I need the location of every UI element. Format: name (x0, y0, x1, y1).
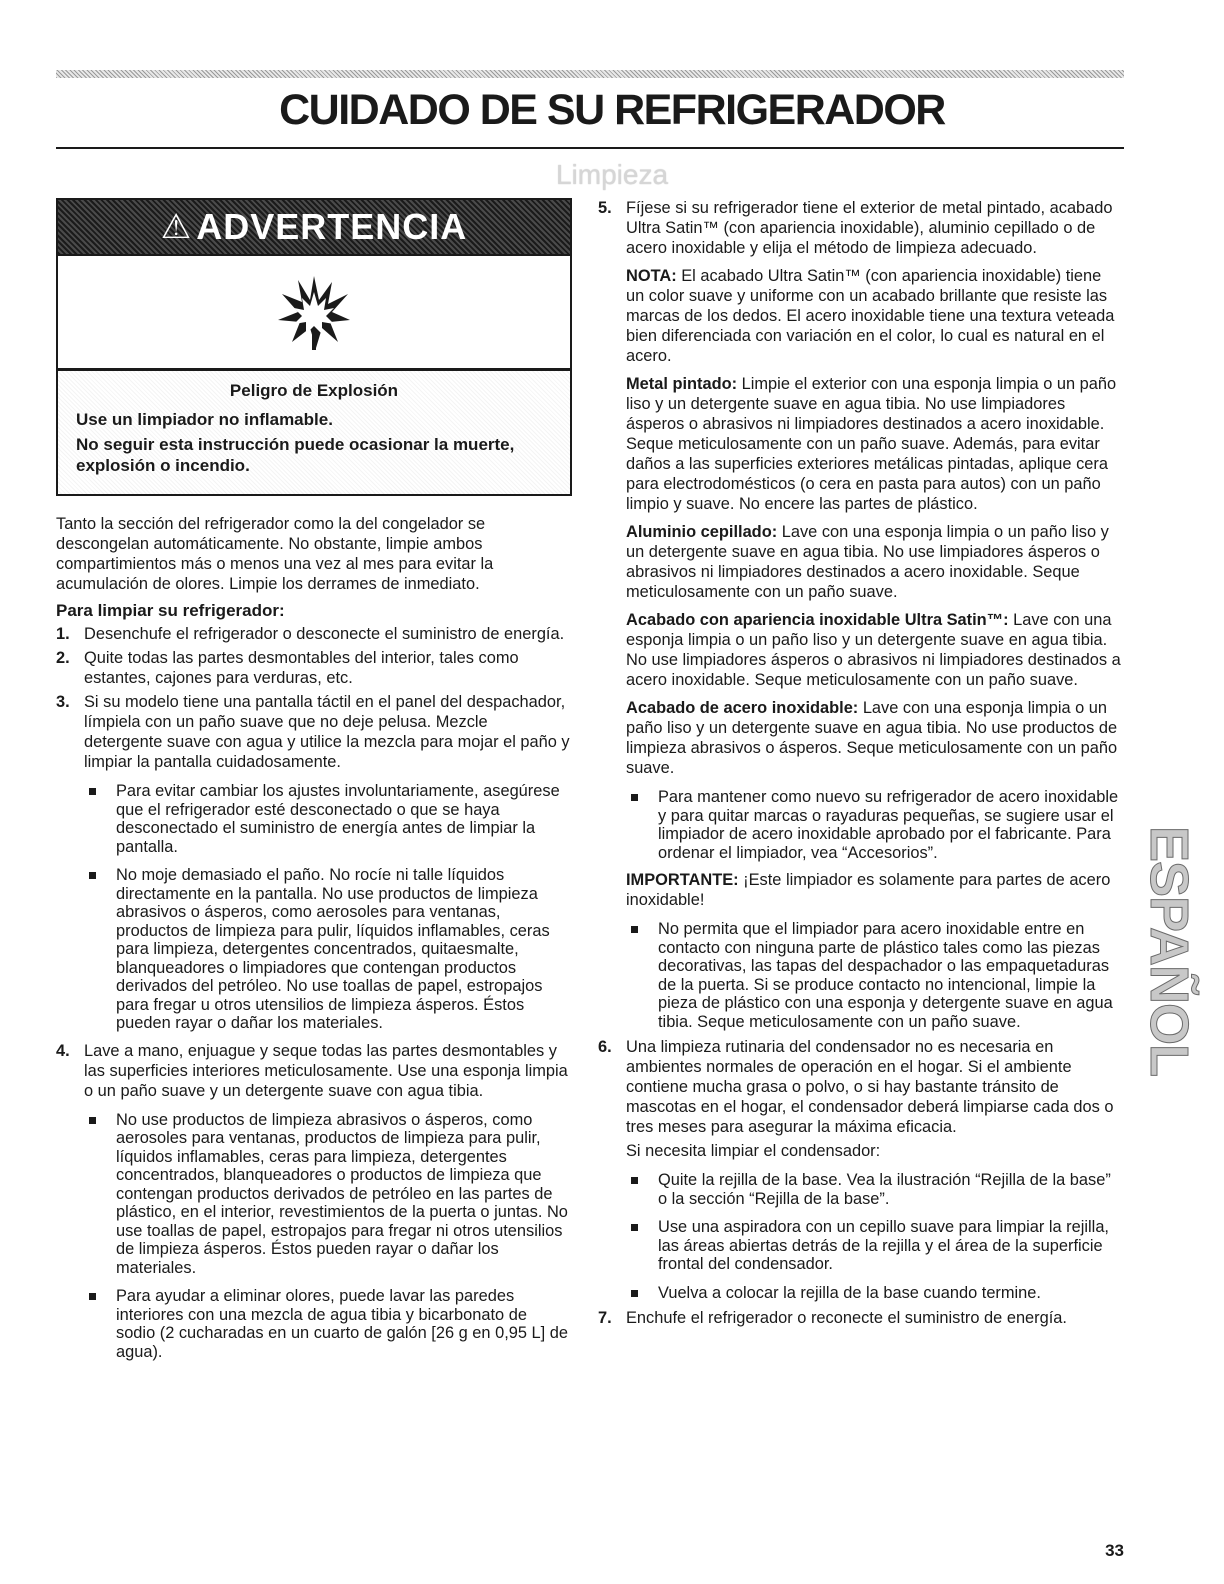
step-7 (598, 1308, 1124, 1328)
language-side-tab (1138, 826, 1200, 1077)
bullet-item (626, 1218, 1124, 1274)
warning-line-1: Use un limpiador no inflamable. (76, 410, 333, 429)
bullet-text: Vuelva a colocar la rejilla de la base cuando termine. (658, 1283, 1041, 1302)
bullet-square-icon (89, 1117, 96, 1124)
warning-banner-label: ADVERTENCIA (196, 206, 468, 247)
stainless-paragraph (626, 698, 1124, 778)
bullet-text: Para evitar cambiar los ajustes involuntariamente, asegúrese que el refrigerador esté desconectado o que se haya desconectado el suministro de energía antes de limpiar la pantalla. (116, 782, 560, 856)
warning-symbol-area (58, 254, 570, 371)
step-6-details (598, 1141, 1124, 1302)
language-side-tab-label: ESPAÑOL (1139, 826, 1199, 1077)
warning-text-area (58, 371, 570, 494)
painted-metal-label: Metal pintado: (626, 375, 738, 393)
warning-triangle-icon: ⚠ (160, 208, 193, 246)
brushed-aluminum-label: Aluminio cepillado: (626, 523, 778, 541)
right-column (598, 198, 1124, 1328)
bullet-text: Para ayudar a eliminar olores, puede lavar las paredes interiores con una mezcla de agua tibia y bicarbonato de sodio (2 cucharadas en un cuarto de galón [26 g en 0,95 L] de agua). (116, 1287, 568, 1361)
cleaning-subheading: Para limpiar su refrigerador: (56, 601, 285, 620)
bullet-text: Para mantener como nuevo su refrigerador de acero inoxidable y para quitar marcas o rayaduras pequeñas, se sugiere usar el limpiador de acero inoxidable aprobado por el fabricante. Para ordenar el limpiador, vea “Accesorios”. (658, 788, 1119, 862)
title-divider (56, 147, 1124, 149)
bullet-text: Use una aspiradora con un cepillo suave para limpiar la rejilla, las áreas abiertas detrás de la rejilla y el área de la superficie frontal del condensador. (658, 1218, 1109, 1273)
step-text: Lave a mano, enjuague y seque todas las partes desmontables y las superficies interiores meticulosamente. Use una esponja limpia o un paño suave y un detergente suave con agua tibia. (84, 1041, 568, 1100)
step-5 (598, 198, 1124, 258)
step-4-bullets (56, 1111, 570, 1362)
bullet-item (626, 1171, 1124, 1208)
bullet-item (84, 866, 570, 1033)
step-3-bullets (56, 782, 570, 1033)
step-text: Fíjese si su refrigerador tiene el exterior de metal pintado, acabado Ultra Satin™ (con apariencia inoxidable), aluminio cepillado o de acero inoxidable y elija el método de limpieza adecuado. (626, 199, 1113, 257)
ultra-satin-text: Lave con una esponja limpia o un paño liso y un detergente suave en agua tibia. No use limpiadores ásperos o abrasivos ni limpiadores destinados a acero inoxidable. Seque meticulosamente con un paño suave. (626, 611, 1121, 689)
step-text: Desenchufe el refrigerador o desconecte el suministro de energía. (84, 625, 565, 643)
section-title: Limpieza (555, 159, 669, 190)
step-text: Quite todas las partes desmontables del interior, tales como estantes, cajones para verduras, etc. (84, 649, 519, 687)
bullet-square-icon (89, 1293, 96, 1300)
bullet-item (626, 920, 1124, 1031)
brushed-aluminum-paragraph (626, 522, 1124, 602)
top-decorative-rule (56, 70, 1124, 78)
bullet-text: No permita que el limpiador para acero inoxidable entre en contacto con ninguna parte de plástico tales como las piezas decorativas, las tapas del despachador o las empaquetaduras de la puerta. Si se produce contacto no intencional, limpie la pieza de plástico con una esponja y detergente suave en agua tibia. Seque meticulosamente con un paño suave. (658, 920, 1113, 1031)
important-label: IMPORTANTE: (626, 871, 739, 889)
bullet-item (84, 1287, 570, 1361)
page-title: CUIDADO DE SU REFRIGERADOR (279, 86, 945, 134)
left-column (56, 198, 570, 1361)
step-number: 4. (56, 1041, 70, 1060)
bullet-square-icon (631, 794, 638, 801)
bullet-text: No use productos de limpieza abrasivos o ásperos, como aerosoles para ventanas, productos de limpieza para pulir, líquidos inflamables, ceras para limpieza, detergentes concentrados, blanqueadores o productos de limpieza que contengan productos derivados de petróleo en las partes de plástico, en el interior, revestimientos de la puerta o juntas. No use toallas de papel, estropajos para fregar ni otros utensilios de limpieza ásperos. Éstos pueden rayar o dañar los materiales. (116, 1110, 568, 1277)
step-number: 5. (598, 199, 612, 217)
warning-banner (58, 200, 570, 254)
stainless-text: Lave con una esponja limpia o un paño liso y un detergente suave en agua tibia. No use productos de limpieza abrasivos o ásperos. Seque meticulosamente con un paño suave. (626, 699, 1118, 777)
bullet-square-icon (631, 1290, 638, 1297)
note-text: El acabado Ultra Satin™ (con apariencia inoxidable) tiene un color suave y uniforme con un acabado brillante que resiste las marcas de los dedos. El acero inoxidable tiene una textura veteada bien diferenciada con variación en el color, lo cual es natural en el acero. (626, 267, 1115, 365)
condenser-subheading: Si necesita limpiar el condensador: (626, 1142, 881, 1160)
warning-box (56, 198, 572, 496)
step-3 (56, 692, 570, 772)
bullet-square-icon (89, 788, 96, 795)
ultra-satin-paragraph (626, 610, 1124, 690)
bullet-square-icon (89, 872, 96, 879)
step-1 (56, 624, 570, 644)
bullet-item (626, 788, 1124, 862)
step-number: 7. (598, 1309, 612, 1327)
bullet-item (626, 1284, 1124, 1303)
step-5-details (598, 266, 1124, 1031)
bullet-square-icon (631, 1224, 638, 1231)
step-number: 3. (56, 693, 70, 711)
intro-paragraph: Tanto la sección del refrigerador como la del congelador se descongelan automáticamente. No obstante, limpie ambos compartimientos más o menos una vez al mes para evitar la acumulación de olores. Limpie los derrames de inmediato. (56, 515, 494, 593)
note-paragraph (626, 266, 1124, 366)
warning-line-2: No seguir esta instrucción puede ocasionar la muerte, explosión o incendio. (76, 435, 515, 475)
brushed-aluminum-text: Lave con una esponja limpia o un paño liso y un detergente suave en agua tibia. No use limpiadores ásperos o abrasivos ni limpiadores destinados a acero inoxidable. Seque meticulosamente con un paño suave. (626, 523, 1109, 601)
bullet-square-icon (631, 1177, 638, 1184)
step-6 (598, 1037, 1124, 1137)
bullet-text: Quite la rejilla de la base. Vea la ilustración “Rejilla de la base” o la sección “Rejilla de la base”. (658, 1171, 1111, 1208)
step-number: 2. (56, 649, 70, 667)
step-number: 1. (56, 625, 70, 643)
step-number: 6. (598, 1038, 612, 1056)
painted-metal-paragraph (626, 374, 1124, 514)
important-text: ¡Este limpiador es solamente para partes de acero inoxidable! (626, 871, 1111, 909)
bullet-text: No moje demasiado el paño. No rocíe ni talle líquidos directamente en la pantalla. No use productos de limpieza abrasivos o ásperos, como aerosoles para ventanas, productos de limpieza para pulir, líquidos inflamables, ceras para limpieza, detergentes concentrados, quitaesmalte, blanqueadores o limpiadores que contengan productos derivados del petróleo. No use toallas de papel, estropajos para fregar u otros utensilios de limpieza ásperos. Éstos pueden rayar o dañar los materiales. (116, 866, 550, 1032)
bullet-item (84, 782, 570, 856)
explosion-icon (274, 272, 354, 352)
step-2 (56, 648, 570, 688)
step-4 (56, 1041, 570, 1101)
bullet-item (84, 1111, 570, 1278)
step-text: Una limpieza rutinaria del condensador no es necesaria en ambientes normales de operación en el hogar. Si el ambiente contiene mucha grasa o polvo, o si hay bastante tránsito de mascotas en el hogar, el condensador deberá limpiarse cada dos o tres meses para asegurar la máxima eficacia. (626, 1038, 1114, 1136)
step-text: Enchufe el refrigerador o reconecte el suministro de energía. (626, 1309, 1067, 1327)
painted-metal-text: Limpie el exterior con una esponja limpia o un paño liso y un detergente suave en agua tibia. No use limpiadores ásperos o abrasivos ni limpiadores destinados a acero inoxidable. Seque meticulosamente con un paño suave. Además, para evitar daños a las superficies exteriores metálicas pintadas, aplique cera para electrodomésticos (o cera en pasta para autos) con un paño limpio y suave. No encere las partes de plástico. (626, 375, 1117, 513)
note-label: NOTA: (626, 267, 677, 285)
important-paragraph (626, 870, 1124, 910)
ultra-satin-label: Acabado con apariencia inoxidable Ultra Satin™: (626, 611, 1009, 629)
warning-heading: Peligro de Explosión (229, 381, 399, 400)
page-number: 33 (1105, 1541, 1124, 1560)
bullet-square-icon (631, 926, 638, 933)
step-text: Si su modelo tiene una pantalla táctil en el panel del despachador, límpiela con un paño suave que no deje pelusa. Mezcle detergente suave con agua y utilice la mezcla para mojar el paño y limpiar la pantalla cuidadosamente. (84, 693, 570, 771)
stainless-label: Acabado de acero inoxidable: (626, 699, 859, 717)
